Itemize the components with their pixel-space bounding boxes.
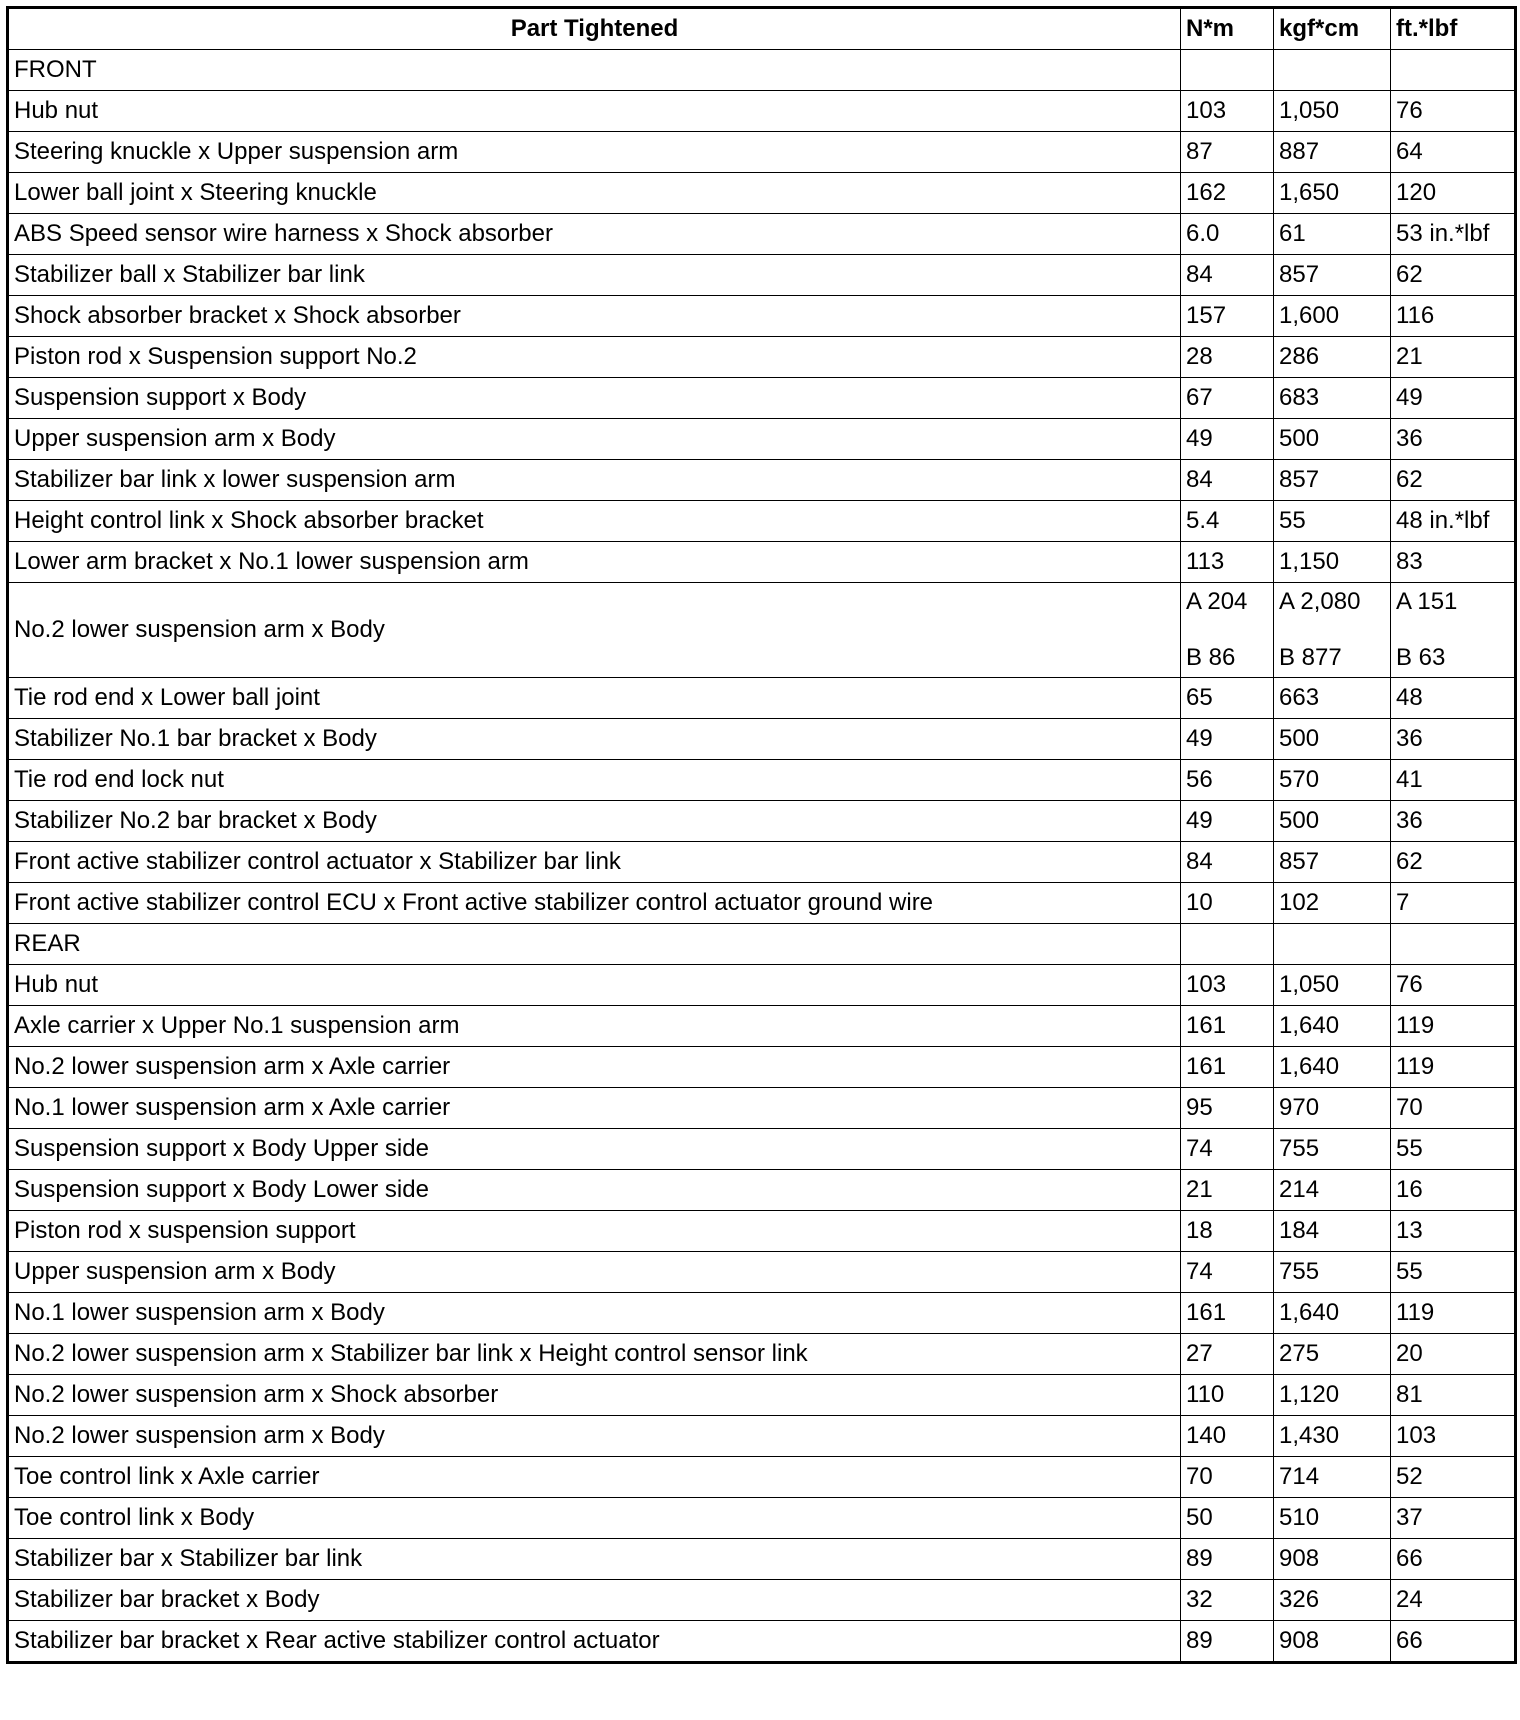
nm-cell: 103 [1181, 965, 1274, 1006]
nm-cell: 49 [1181, 719, 1274, 760]
table-row [8, 678, 1516, 719]
kgfcm-cell: 510 [1274, 1498, 1391, 1539]
nm-cell: 110 [1181, 1375, 1274, 1416]
ftlbf-cell: 48 [1391, 678, 1516, 719]
kgfcm-cell: 908 [1274, 1621, 1391, 1663]
kgfcm-cell: 500 [1274, 419, 1391, 460]
ftlbf-cell: 7 [1391, 883, 1516, 924]
table-row [8, 583, 1516, 678]
part-cell: Tie rod end lock nut [8, 760, 1181, 801]
part-cell: Piston rod x suspension support [8, 1211, 1181, 1252]
ftlbf-cell [1391, 583, 1516, 678]
table-row [8, 1170, 1516, 1211]
part-cell: Shock absorber bracket x Shock absorber [8, 296, 1181, 337]
ftlbf-cell: 49 [1391, 378, 1516, 419]
ftlbf-cell: 66 [1391, 1539, 1516, 1580]
table-row [8, 255, 1516, 296]
nm-cell: 95 [1181, 1088, 1274, 1129]
header-nm: N*m [1181, 8, 1274, 50]
part-cell: Suspension support x Body [8, 378, 1181, 419]
ftlbf-cell: 13 [1391, 1211, 1516, 1252]
table-row [8, 1457, 1516, 1498]
nm-cell: 6.0 [1181, 214, 1274, 255]
part-cell: Piston rod x Suspension support No.2 [8, 337, 1181, 378]
ftlbf-cell: 83 [1391, 542, 1516, 583]
kgfcm-cell: 857 [1274, 460, 1391, 501]
ftlbf-cell [1391, 924, 1516, 965]
ftlbf-cell: 116 [1391, 296, 1516, 337]
nm-cell: 18 [1181, 1211, 1274, 1252]
part-cell: Front active stabilizer control ECU x Front active stabilizer control actuator ground wire [8, 883, 1181, 924]
table-row [8, 542, 1516, 583]
nm-cell: 67 [1181, 378, 1274, 419]
part-cell: Lower arm bracket x No.1 lower suspension arm [8, 542, 1181, 583]
header-kgfcm: kgf*cm [1274, 8, 1391, 50]
part-cell: No.1 lower suspension arm x Body [8, 1293, 1181, 1334]
table-row [8, 719, 1516, 760]
torque-spec-table [6, 6, 1517, 1664]
part-cell: Tie rod end x Lower ball joint [8, 678, 1181, 719]
kgfcm-cell: 1,600 [1274, 296, 1391, 337]
table-row [8, 337, 1516, 378]
ftlbf-cell: 20 [1391, 1334, 1516, 1375]
kgfcm-cell: 1,430 [1274, 1416, 1391, 1457]
ftlbf-cell: 119 [1391, 1047, 1516, 1088]
part-cell: Hub nut [8, 91, 1181, 132]
table-row [8, 91, 1516, 132]
part-cell: Front active stabilizer control actuator x Stabilizer bar link [8, 842, 1181, 883]
nm-cell: 113 [1181, 542, 1274, 583]
ftlbf-cell [1391, 50, 1516, 91]
value-line: A 151 [1396, 588, 1458, 616]
nm-cell: 161 [1181, 1047, 1274, 1088]
part-cell: Suspension support x Body Upper side [8, 1129, 1181, 1170]
table-row [8, 965, 1516, 1006]
table-row [8, 419, 1516, 460]
nm-cell: 74 [1181, 1252, 1274, 1293]
part-cell: Toe control link x Body [8, 1498, 1181, 1539]
kgfcm-cell: 887 [1274, 132, 1391, 173]
kgfcm-cell: 326 [1274, 1580, 1391, 1621]
kgfcm-cell: 1,120 [1274, 1375, 1391, 1416]
table-row [8, 842, 1516, 883]
part-cell: Lower ball joint x Steering knuckle [8, 173, 1181, 214]
table-row [8, 132, 1516, 173]
kgfcm-cell: 755 [1274, 1129, 1391, 1170]
kgfcm-cell: 214 [1274, 1170, 1391, 1211]
kgfcm-cell [1274, 583, 1391, 678]
nm-cell: 89 [1181, 1539, 1274, 1580]
table-row [8, 1211, 1516, 1252]
nm-cell: 162 [1181, 173, 1274, 214]
kgfcm-cell: 755 [1274, 1252, 1391, 1293]
part-cell: Stabilizer No.1 bar bracket x Body [8, 719, 1181, 760]
table-row [8, 760, 1516, 801]
nm-cell: 65 [1181, 678, 1274, 719]
table-row [8, 1252, 1516, 1293]
part-cell: No.2 lower suspension arm x Body [8, 1416, 1181, 1457]
table-row [8, 924, 1516, 965]
ftlbf-cell: 70 [1391, 1088, 1516, 1129]
kgfcm-cell: 275 [1274, 1334, 1391, 1375]
part-cell: REAR [8, 924, 1181, 965]
table-row [8, 1375, 1516, 1416]
part-cell: Toe control link x Axle carrier [8, 1457, 1181, 1498]
kgfcm-cell: 1,640 [1274, 1293, 1391, 1334]
nm-cell: 32 [1181, 1580, 1274, 1621]
part-cell: No.1 lower suspension arm x Axle carrier [8, 1088, 1181, 1129]
table-row [8, 296, 1516, 337]
kgfcm-cell: 663 [1274, 678, 1391, 719]
kgfcm-cell: 1,650 [1274, 173, 1391, 214]
table-row [8, 1047, 1516, 1088]
table-row [8, 460, 1516, 501]
ftlbf-cell: 62 [1391, 460, 1516, 501]
ftlbf-cell: 41 [1391, 760, 1516, 801]
ftlbf-cell: 48 in.*lbf [1391, 501, 1516, 542]
part-cell: No.2 lower suspension arm x Body [8, 583, 1181, 678]
ftlbf-cell: 37 [1391, 1498, 1516, 1539]
ftlbf-cell: 66 [1391, 1621, 1516, 1663]
ftlbf-cell: 62 [1391, 255, 1516, 296]
kgfcm-cell: 1,050 [1274, 965, 1391, 1006]
table-row [8, 214, 1516, 255]
part-cell: Upper suspension arm x Body [8, 1252, 1181, 1293]
table-row [8, 1293, 1516, 1334]
table-row [8, 1334, 1516, 1375]
table-row [8, 1088, 1516, 1129]
table-row [8, 501, 1516, 542]
kgfcm-cell: 500 [1274, 801, 1391, 842]
ftlbf-cell: 55 [1391, 1252, 1516, 1293]
nm-cell: 84 [1181, 460, 1274, 501]
kgfcm-cell: 184 [1274, 1211, 1391, 1252]
kgfcm-cell [1274, 50, 1391, 91]
nm-cell: 140 [1181, 1416, 1274, 1457]
header-ftlbf: ft.*lbf [1391, 8, 1516, 50]
nm-cell: 10 [1181, 883, 1274, 924]
kgfcm-cell: 683 [1274, 378, 1391, 419]
nm-cell: 49 [1181, 419, 1274, 460]
part-cell: Steering knuckle x Upper suspension arm [8, 132, 1181, 173]
nm-cell: 56 [1181, 760, 1274, 801]
kgfcm-cell: 102 [1274, 883, 1391, 924]
kgfcm-cell [1274, 924, 1391, 965]
nm-cell [1181, 583, 1274, 678]
kgfcm-cell: 1,150 [1274, 542, 1391, 583]
value-line: A 2,080 [1279, 588, 1361, 616]
kgfcm-cell: 286 [1274, 337, 1391, 378]
kgfcm-cell: 500 [1274, 719, 1391, 760]
kgfcm-cell: 61 [1274, 214, 1391, 255]
table-row [8, 1621, 1516, 1663]
ftlbf-cell: 76 [1391, 91, 1516, 132]
table-row [8, 378, 1516, 419]
table-row [8, 1539, 1516, 1580]
part-cell: No.2 lower suspension arm x Axle carrier [8, 1047, 1181, 1088]
table-row [8, 883, 1516, 924]
kgfcm-cell: 1,050 [1274, 91, 1391, 132]
kgfcm-cell: 970 [1274, 1088, 1391, 1129]
part-cell: Axle carrier x Upper No.1 suspension arm [8, 1006, 1181, 1047]
part-cell: No.2 lower suspension arm x Stabilizer bar link x Height control sensor link [8, 1334, 1181, 1375]
nm-cell: 84 [1181, 842, 1274, 883]
kgfcm-cell: 908 [1274, 1539, 1391, 1580]
ftlbf-cell: 103 [1391, 1416, 1516, 1457]
ftlbf-cell: 52 [1391, 1457, 1516, 1498]
kgfcm-cell: 1,640 [1274, 1047, 1391, 1088]
table-row [8, 1416, 1516, 1457]
kgfcm-cell: 857 [1274, 255, 1391, 296]
value-line: B 877 [1279, 644, 1342, 671]
ftlbf-cell: 36 [1391, 801, 1516, 842]
nm-cell: 27 [1181, 1334, 1274, 1375]
part-cell: Hub nut [8, 965, 1181, 1006]
table-row [8, 173, 1516, 214]
nm-cell: 161 [1181, 1293, 1274, 1334]
ftlbf-cell: 16 [1391, 1170, 1516, 1211]
part-cell: Upper suspension arm x Body [8, 419, 1181, 460]
ftlbf-cell: 36 [1391, 419, 1516, 460]
kgfcm-cell: 714 [1274, 1457, 1391, 1498]
value-line: B 63 [1396, 644, 1446, 671]
part-cell: Height control link x Shock absorber bracket [8, 501, 1181, 542]
nm-cell: 70 [1181, 1457, 1274, 1498]
part-cell: Stabilizer bar bracket x Body [8, 1580, 1181, 1621]
ftlbf-cell: 120 [1391, 173, 1516, 214]
part-cell: Stabilizer bar x Stabilizer bar link [8, 1539, 1181, 1580]
table-body [8, 50, 1516, 1663]
nm-cell: 84 [1181, 255, 1274, 296]
part-cell: No.2 lower suspension arm x Shock absorber [8, 1375, 1181, 1416]
part-cell: Stabilizer ball x Stabilizer bar link [8, 255, 1181, 296]
nm-cell: 74 [1181, 1129, 1274, 1170]
table-row [8, 801, 1516, 842]
part-cell: FRONT [8, 50, 1181, 91]
ftlbf-cell: 53 in.*lbf [1391, 214, 1516, 255]
table-row [8, 1498, 1516, 1539]
part-cell: Stabilizer No.2 bar bracket x Body [8, 801, 1181, 842]
ftlbf-cell: 76 [1391, 965, 1516, 1006]
ftlbf-cell: 24 [1391, 1580, 1516, 1621]
table-row [8, 1129, 1516, 1170]
ftlbf-cell: 36 [1391, 719, 1516, 760]
kgfcm-cell: 1,640 [1274, 1006, 1391, 1047]
value-line: B 86 [1186, 644, 1236, 671]
nm-cell: 89 [1181, 1621, 1274, 1663]
value-line: A 204 [1186, 588, 1248, 616]
nm-cell [1181, 924, 1274, 965]
part-cell: Suspension support x Body Lower side [8, 1170, 1181, 1211]
ftlbf-cell: 21 [1391, 337, 1516, 378]
kgfcm-cell: 857 [1274, 842, 1391, 883]
ftlbf-cell: 55 [1391, 1129, 1516, 1170]
nm-cell: 161 [1181, 1006, 1274, 1047]
nm-cell: 5.4 [1181, 501, 1274, 542]
table-row [8, 1580, 1516, 1621]
part-cell: ABS Speed sensor wire harness x Shock absorber [8, 214, 1181, 255]
kgfcm-cell: 55 [1274, 501, 1391, 542]
nm-cell: 28 [1181, 337, 1274, 378]
ftlbf-cell: 119 [1391, 1006, 1516, 1047]
ftlbf-cell: 62 [1391, 842, 1516, 883]
part-cell: Stabilizer bar bracket x Rear active stabilizer control actuator [8, 1621, 1181, 1663]
nm-cell: 103 [1181, 91, 1274, 132]
ftlbf-cell: 119 [1391, 1293, 1516, 1334]
part-cell: Stabilizer bar link x lower suspension arm [8, 460, 1181, 501]
nm-cell: 50 [1181, 1498, 1274, 1539]
table-row [8, 50, 1516, 91]
nm-cell: 157 [1181, 296, 1274, 337]
nm-cell: 49 [1181, 801, 1274, 842]
ftlbf-cell: 64 [1391, 132, 1516, 173]
nm-cell: 21 [1181, 1170, 1274, 1211]
ftlbf-cell: 81 [1391, 1375, 1516, 1416]
nm-cell [1181, 50, 1274, 91]
table-header-row [8, 8, 1516, 50]
table-row [8, 1006, 1516, 1047]
nm-cell: 87 [1181, 132, 1274, 173]
header-part-tightened: Part Tightened [8, 8, 1181, 50]
kgfcm-cell: 570 [1274, 760, 1391, 801]
